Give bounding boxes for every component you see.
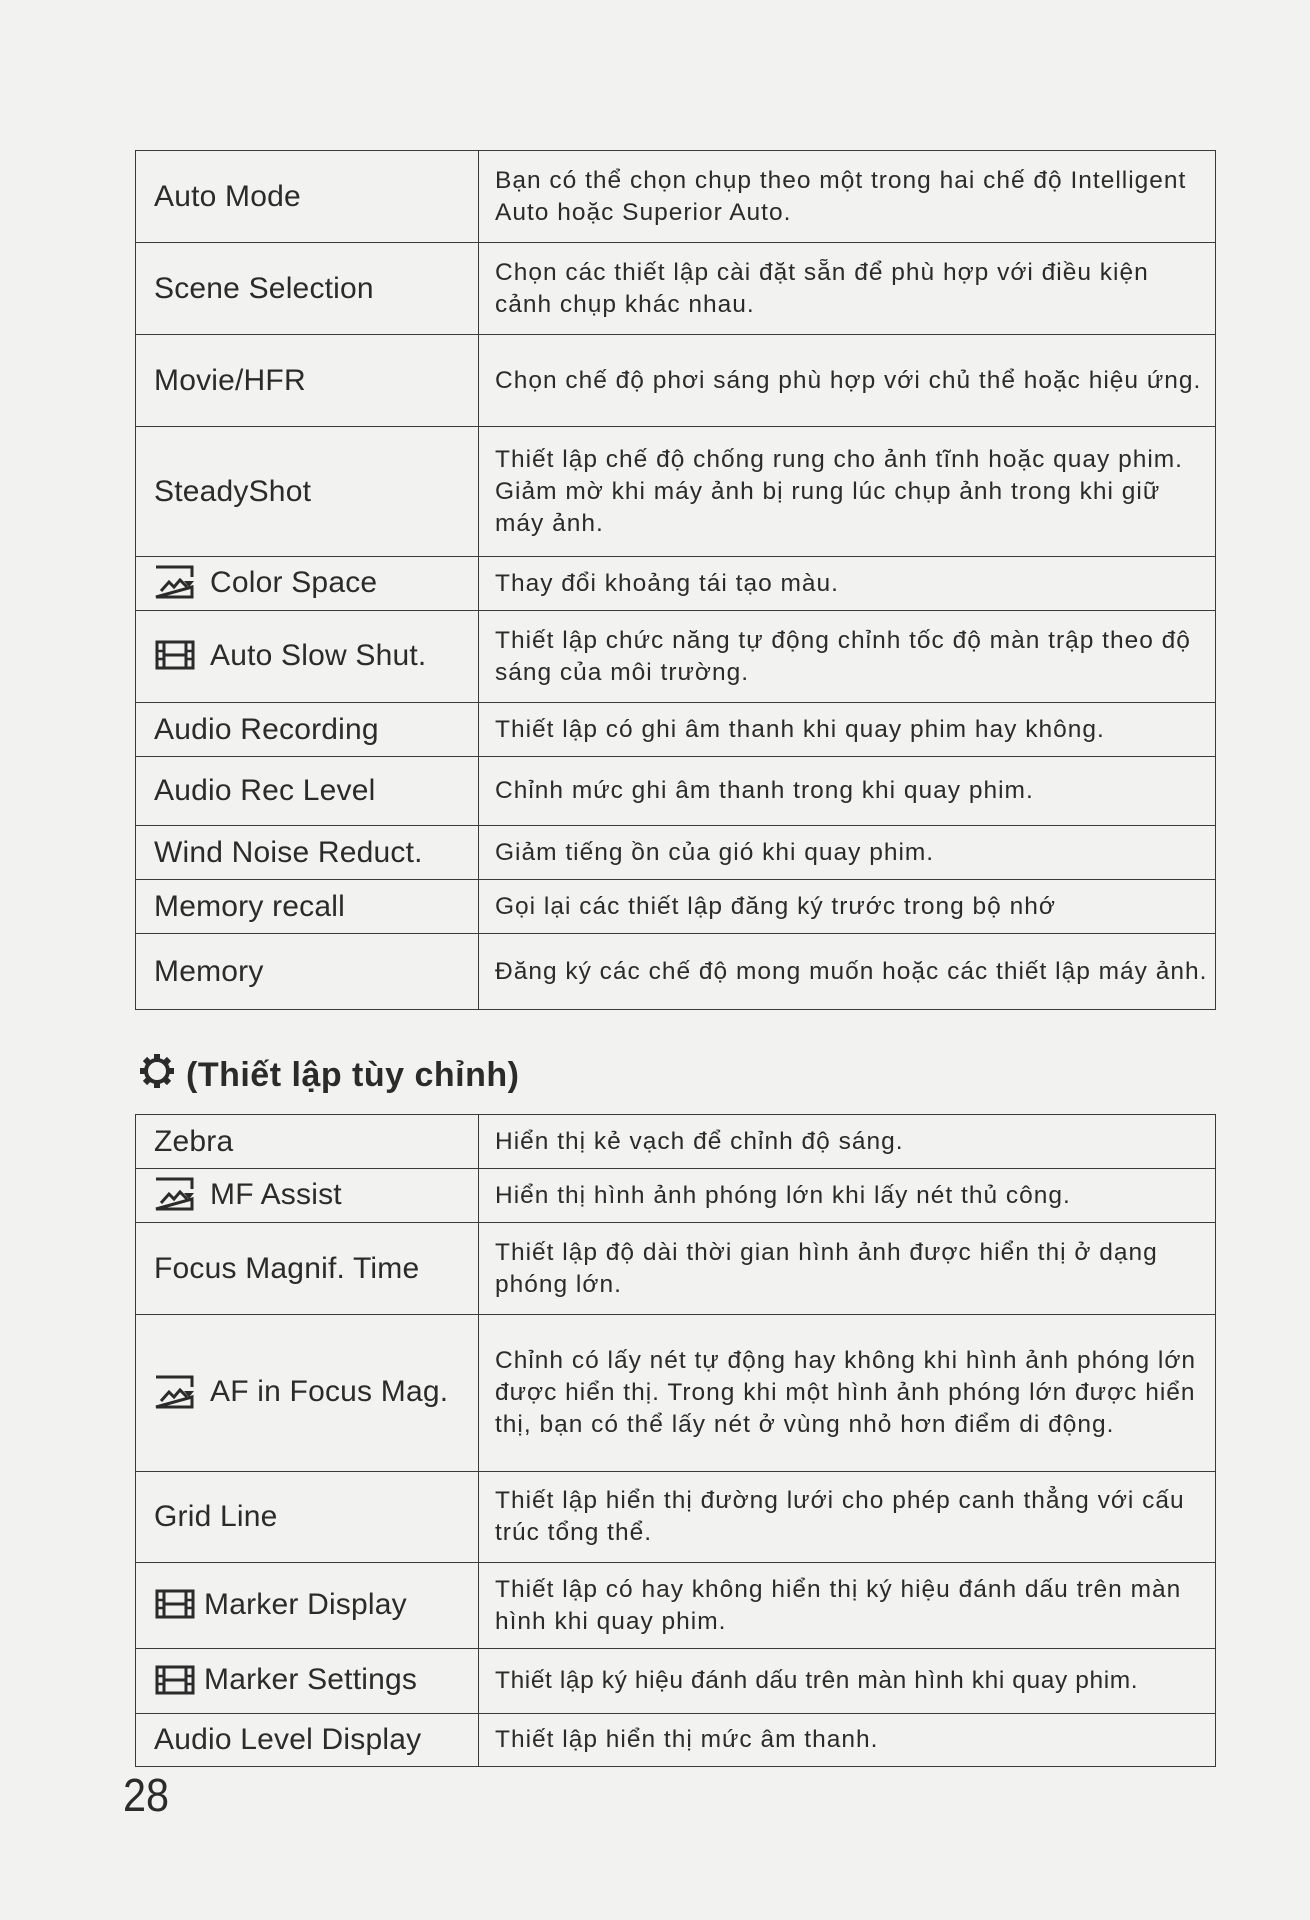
movie-icon: [154, 1663, 196, 1697]
item-name: Marker Settings: [136, 1649, 479, 1714]
still-image-icon: [154, 565, 196, 599]
item-description: Thiết lập chức năng tự động chỉnh tốc độ màn trập theo độ sáng của môi trường.: [479, 611, 1216, 703]
table-row: [136, 826, 1216, 880]
item-name: MF Assist: [136, 1169, 479, 1223]
item-description: Thiết lập độ dài thời gian hình ảnh được hiển thị ở dạng phóng lớn.: [479, 1223, 1216, 1315]
table-row: [136, 151, 1216, 243]
item-description: Thiết lập có ghi âm thanh khi quay phim hay không.: [479, 703, 1216, 757]
item-name: Marker Display: [136, 1563, 479, 1649]
item-name: Movie/HFR: [136, 335, 479, 427]
table-row: [136, 335, 1216, 427]
item-name: Wind Noise Reduct.: [136, 826, 479, 880]
item-name: Memory: [136, 934, 479, 1010]
table-row: [136, 1169, 1216, 1223]
item-name: Zebra: [136, 1115, 479, 1169]
item-name: AF in Focus Mag.: [136, 1315, 479, 1472]
section-heading: [138, 1052, 519, 1099]
movie-icon: [154, 1587, 196, 1621]
table-row: [136, 1563, 1216, 1649]
item-name: Audio Rec Level: [136, 757, 479, 826]
item-name: Audio Recording: [136, 703, 479, 757]
table-row: [136, 1315, 1216, 1472]
item-description: Thiết lập hiển thị đường lưới cho phép canh thẳng với cấu trúc tổng thể.: [479, 1472, 1216, 1563]
table-row: [136, 703, 1216, 757]
table-row: [136, 1649, 1216, 1714]
item-description: Giảm tiếng ồn của gió khi quay phim.: [479, 826, 1216, 880]
table-row: [136, 757, 1216, 826]
item-name: Auto Slow Shut.: [136, 611, 479, 703]
section-title: (Thiết lập tùy chỉnh): [186, 1056, 520, 1094]
item-name: Memory recall: [136, 880, 479, 934]
item-name: Focus Magnif. Time: [136, 1223, 479, 1315]
item-description: Thiết lập có hay không hiển thị ký hiệu đánh dấu trên màn hình khi quay phim.: [479, 1563, 1216, 1649]
item-description: Gọi lại các thiết lập đăng ký trước trong bộ nhớ: [479, 880, 1216, 934]
item-name: Scene Selection: [136, 243, 479, 335]
item-description: Thiết lập chế độ chống rung cho ảnh tĩnh hoặc quay phim. Giảm mờ khi máy ảnh bị rung lúc chụp ảnh trong khi giữ máy ảnh.: [479, 427, 1216, 557]
item-name: Grid Line: [136, 1472, 479, 1563]
item-description: Thiết lập ký hiệu đánh dấu trên màn hình khi quay phim.: [479, 1649, 1216, 1714]
item-description: Chọn chế độ phơi sáng phù hợp với chủ thể hoặc hiệu ứng.: [479, 335, 1216, 427]
table-row: [136, 557, 1216, 611]
item-description: Hiển thị kẻ vạch để chỉnh độ sáng.: [479, 1115, 1216, 1169]
table-row: [136, 243, 1216, 335]
item-description: Đăng ký các chế độ mong muốn hoặc các thiết lập máy ảnh.: [479, 934, 1216, 1010]
item-description: Bạn có thể chọn chụp theo một trong hai chế độ Intelligent Auto hoặc Superior Auto.: [479, 151, 1216, 243]
item-description: Thay đổi khoảng tái tạo màu.: [479, 557, 1216, 611]
item-description: Chỉnh có lấy nét tự động hay không khi hình ảnh phóng lớn được hiển thị. Trong khi một hình ảnh phóng lớn được hiển thị, bạn có thể lấy nét ở vùng nhỏ hơn điểm di động.: [479, 1315, 1216, 1472]
gear-icon: [138, 1052, 176, 1099]
still-image-icon: [154, 1177, 196, 1211]
item-name: Color Space: [136, 557, 479, 611]
item-name: Auto Mode: [136, 151, 479, 243]
item-description: Chỉnh mức ghi âm thanh trong khi quay phim.: [479, 757, 1216, 826]
still-image-icon: [154, 1375, 196, 1409]
table-row: [136, 427, 1216, 557]
item-description: Hiển thị hình ảnh phóng lớn khi lấy nét thủ công.: [479, 1169, 1216, 1223]
custom-settings-table: [135, 1114, 1216, 1767]
item-name: SteadyShot: [136, 427, 479, 557]
table-row: [136, 934, 1216, 1010]
table-row: [136, 1714, 1216, 1767]
table-row: [136, 1223, 1216, 1315]
item-name: Audio Level Display: [136, 1714, 479, 1767]
table-row: [136, 1472, 1216, 1563]
table-row: [136, 611, 1216, 703]
shooting-menu-table: [135, 150, 1216, 1010]
table-row: [136, 1115, 1216, 1169]
movie-icon: [154, 638, 196, 672]
item-description: Chọn các thiết lập cài đặt sẵn để phù hợp với điều kiện cảnh chụp khác nhau.: [479, 243, 1216, 335]
table-row: [136, 880, 1216, 934]
item-description: Thiết lập hiển thị mức âm thanh.: [479, 1714, 1216, 1767]
page-number: 28: [123, 1769, 170, 1821]
